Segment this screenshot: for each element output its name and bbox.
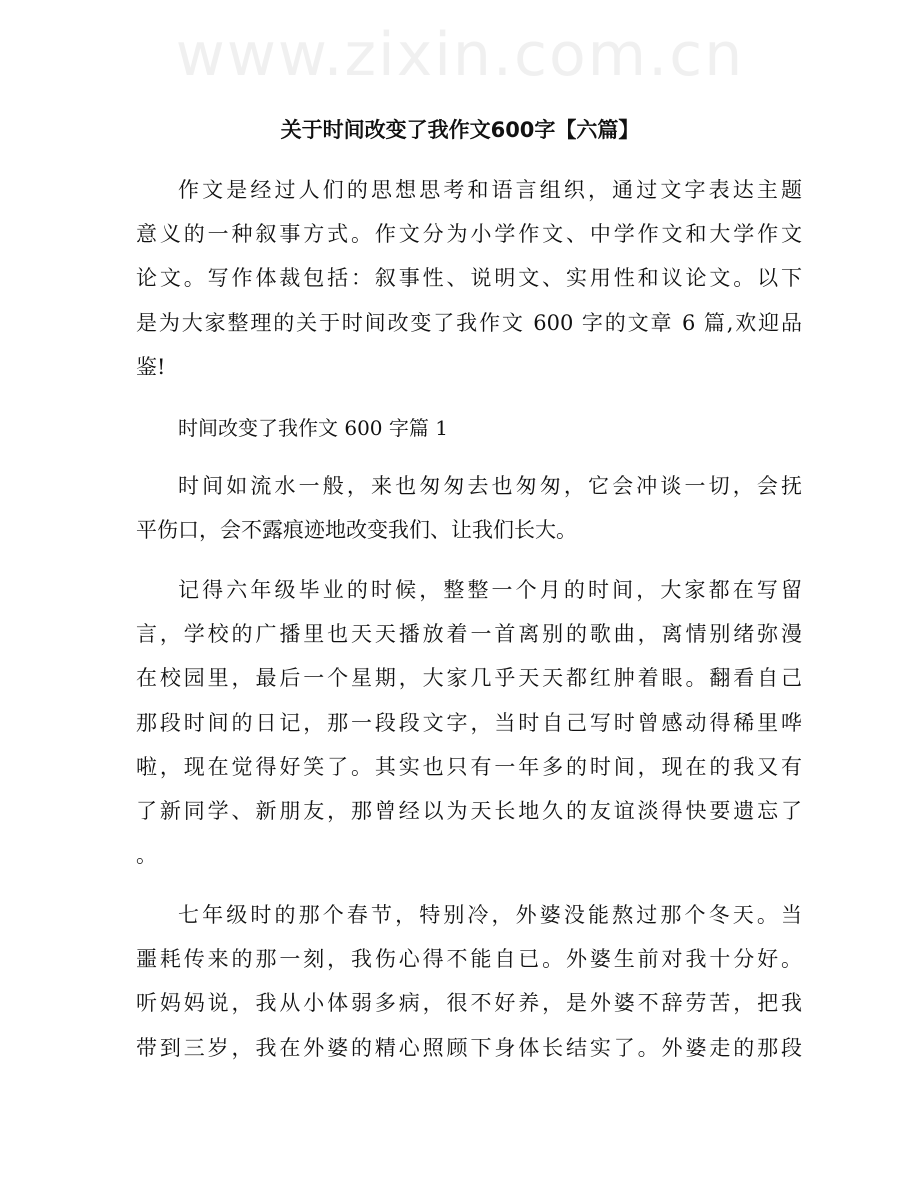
text-line: 平伤口，会不露痕迹地改变我们、让我们长大。 xyxy=(136,518,577,543)
document-title: 关于时间改变了我作文600字【六篇】 xyxy=(280,118,640,142)
text-line: 论文。写作体裁包括：叙事性、说明文、实用性和议论文。以下 xyxy=(136,266,802,291)
paragraph-2 xyxy=(136,568,802,877)
watermark: www.zixin.com.cn xyxy=(175,20,745,90)
text-line: 了新同学、新朋友，那曾经以为天长地久的友谊淡得快要遗忘了 xyxy=(136,798,802,823)
text-line: 是为大家整理的关于时间改变了我作文 600 字的文章 6 篇,欢迎品 xyxy=(136,310,802,335)
text-line: 那段时间的日记，那一段段文字，当时自己写时曾感动得稀里哗 xyxy=(136,710,802,735)
text-line: 七年级时的那个春节，特别冷，外婆没能熬过那个冬天。当 xyxy=(178,903,802,927)
section-heading: 时间改变了我作文 600 字篇 1 xyxy=(178,416,448,440)
paragraph-1 xyxy=(136,464,802,552)
text-line: 听妈妈说，我从小体弱多病，很不好养，是外婆不辞劳苦，把我 xyxy=(136,991,802,1016)
text-line: 言，学校的广播里也天天播放着一首离别的歌曲，离情别绪弥漫 xyxy=(136,622,802,647)
text-line: 在校园里，最后一个星期，大家几乎天天都红肿着眼。翻看自己 xyxy=(136,666,802,691)
intro-paragraph xyxy=(136,168,802,389)
text-line: 时间如流水一般，来也匆匆去也匆匆，它会冲谈一切，会抚 xyxy=(178,474,802,498)
text-line: 作文是经过人们的思想思考和语言组织，通过文字表达主题 xyxy=(178,178,802,202)
text-line: 带到三岁，我在外婆的精心照顾下身体长结实了。外婆走的那段 xyxy=(136,1035,802,1060)
text-line: 噩耗传来的那一刻，我伤心得不能自已。外婆生前对我十分好。 xyxy=(136,947,802,972)
text-line: 意义的一种叙事方式。作文分为小学作文、中学作文和大学作文 xyxy=(136,222,802,247)
paragraph-3 xyxy=(136,893,802,1070)
text-line: 鉴! xyxy=(136,354,166,379)
text-line: 记得六年级毕业的时候，整整一个月的时间，大家都在写留 xyxy=(178,578,802,602)
text-line: 。 xyxy=(136,843,157,868)
text-line: 啦，现在觉得好笑了。其实也只有一年多的时间，现在的我又有 xyxy=(136,754,802,779)
